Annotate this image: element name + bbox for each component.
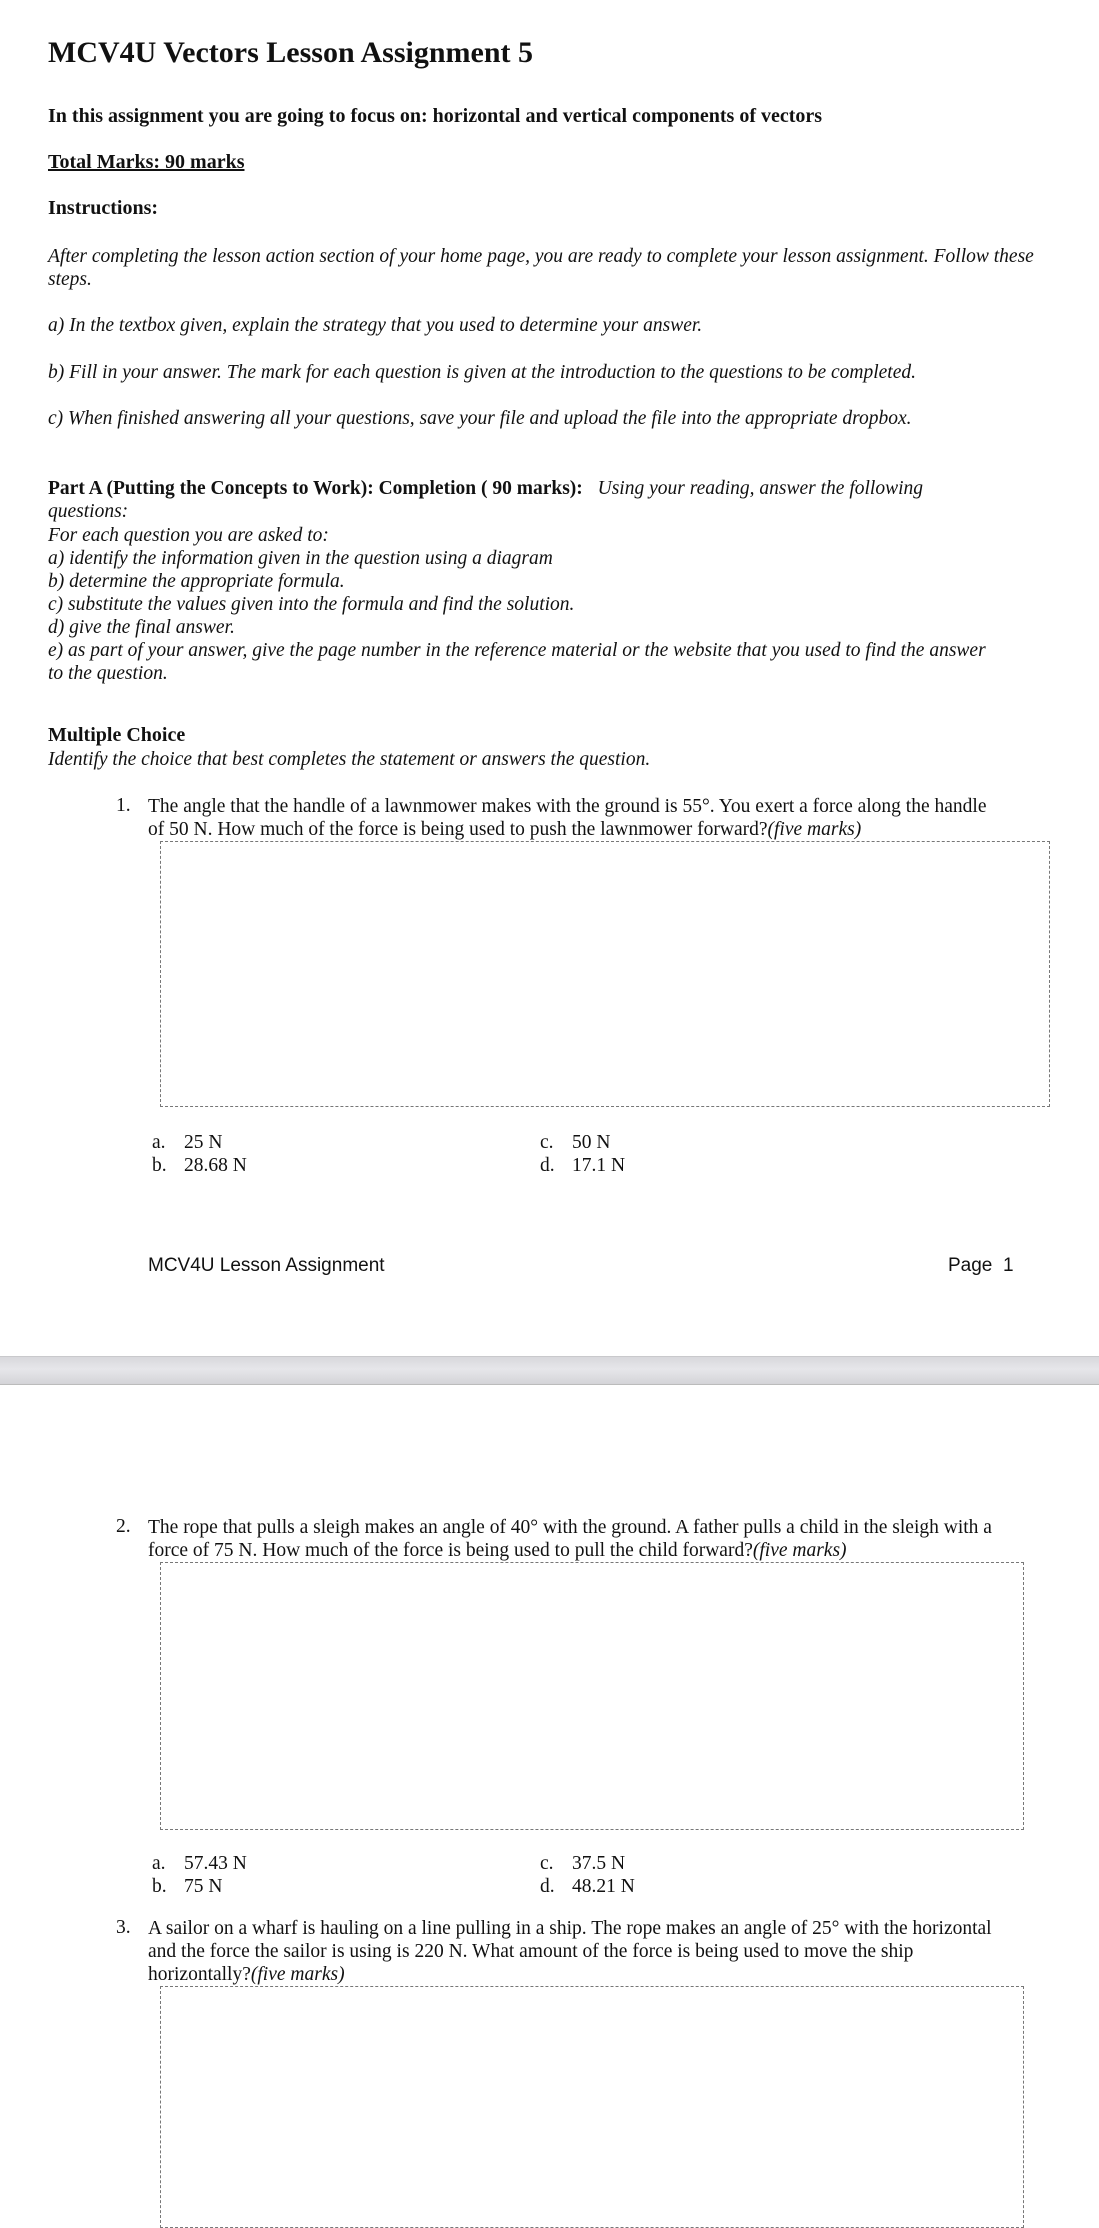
part-a-line: b) determine the appropriate formula.: [48, 571, 345, 592]
mc-heading: Multiple Choice: [48, 724, 186, 746]
choice-text: 28.68 N: [184, 1155, 247, 1176]
question-marks: (five marks): [767, 819, 862, 840]
question-line: A sailor on a wharf is hauling on a line pulling in a ship. The rope makes an angle of 25° with the horizontal: [148, 1918, 992, 1939]
answer-textbox-2[interactable]: [160, 1562, 1024, 1830]
question-1-text: [148, 795, 1048, 841]
part-a-line: to the question.: [48, 663, 168, 684]
choice-text: 17.1 N: [572, 1155, 626, 1176]
question-line-part: force of 75 N. How much of the force is being used to pull the child forward?: [148, 1540, 753, 1561]
choice-text: 25 N: [184, 1132, 223, 1153]
question-2-text: [148, 1516, 1058, 1562]
answer-textbox-1[interactable]: [160, 841, 1050, 1107]
choice-2b[interactable]: [152, 1876, 222, 1898]
step-a: a) In the textbox given, explain the strategy that you used to determine your answer.: [48, 315, 703, 336]
choice-text: 48.21 N: [572, 1876, 635, 1897]
choice-1b[interactable]: [152, 1155, 247, 1177]
choice-1a[interactable]: [152, 1132, 222, 1154]
question-line: The angle that the handle of a lawnmower makes with the ground is 55°. You exert a force along the handle: [148, 796, 987, 817]
part-a-line: c) substitute the values given into the formula and find the solution.: [48, 594, 575, 615]
question-marks: (five marks): [250, 1964, 345, 1985]
question-number: 3.: [116, 1917, 131, 1938]
part-a-block: [48, 477, 1008, 523]
mc-subheading: Identify the choice that best completes the statement or answers the question.: [48, 749, 651, 770]
choice-label: b.: [152, 1876, 167, 1897]
choice-2a[interactable]: [152, 1853, 247, 1875]
answer-textbox-3[interactable]: [160, 1986, 1024, 2228]
choice-label: d.: [540, 1876, 555, 1897]
choice-label: c.: [540, 1132, 554, 1153]
focus-statement: In this assignment you are going to focus on: horizontal and vertical components of vectors: [48, 105, 823, 127]
choice-text: 50 N: [572, 1132, 611, 1153]
choice-2d[interactable]: [540, 1876, 635, 1898]
question-line-part: horizontally?: [148, 1964, 251, 1985]
part-a-heading: Part A (Putting the Concepts to Work): Completion ( 90 marks):: [48, 478, 583, 499]
part-a-line: For each question you are asked to:: [48, 525, 329, 546]
question-line: and the force the sailor is using is 220 N. What amount of the force is being used to move the ship: [148, 1941, 914, 1962]
part-a-intro: Using your reading, answer the following questions:: [48, 478, 923, 522]
page-separator: [0, 1356, 1099, 1385]
footer-page-number: 1: [1002, 1255, 1014, 1276]
question-line: [148, 1539, 1058, 1562]
choice-text: 75 N: [184, 1876, 223, 1897]
question-line: [148, 1963, 1058, 1986]
part-a-line: d) give the final answer.: [48, 617, 235, 638]
choice-1c[interactable]: [540, 1132, 610, 1154]
instructions-intro: After completing the lesson action section of your home page, you are ready to complete your lesson assignment. Follow these steps.: [48, 246, 1034, 290]
part-a-line: e) as part of your answer, give the page number in the reference material or the website that you used to find the answer: [48, 640, 986, 661]
choice-label: a.: [152, 1132, 166, 1153]
question-line: The rope that pulls a sleigh makes an angle of 40° with the ground. A father pulls a child in the sleigh with a: [148, 1517, 992, 1538]
question-3-text: [148, 1917, 1058, 1986]
part-a-list: [48, 524, 1058, 685]
choice-label: a.: [152, 1853, 166, 1874]
choice-text: 37.5 N: [572, 1853, 626, 1874]
step-b: b) Fill in your answer. The mark for each question is given at the introduction to the questions to be completed.: [48, 362, 916, 383]
step-c: c) When finished answering all your questions, save your file and upload the file into the appropriate dropbox.: [48, 408, 912, 429]
doc-title: MCV4U Vectors Lesson Assignment 5: [48, 36, 534, 69]
choice-2c[interactable]: [540, 1853, 625, 1875]
choice-1d[interactable]: [540, 1155, 625, 1177]
part-a-line: a) identify the information given in the question using a diagram: [48, 548, 553, 569]
question-marks: (five marks): [752, 1540, 847, 1561]
instructions-heading: Instructions:: [48, 197, 159, 219]
choice-label: b.: [152, 1155, 167, 1176]
total-marks: Total Marks: 90 marks: [48, 151, 245, 173]
question-number: 2.: [116, 1516, 131, 1537]
footer-page-label: Page: [948, 1255, 993, 1276]
choice-label: c.: [540, 1853, 554, 1874]
question-line: [148, 818, 1048, 841]
footer-page: [948, 1255, 1014, 1277]
question-number: 1.: [116, 795, 131, 816]
choice-text: 57.43 N: [184, 1853, 247, 1874]
question-line-part: of 50 N. How much of the force is being used to push the lawnmower forward?: [148, 819, 768, 840]
choice-label: d.: [540, 1155, 555, 1176]
footer-title: MCV4U Lesson Assignment: [148, 1255, 385, 1276]
